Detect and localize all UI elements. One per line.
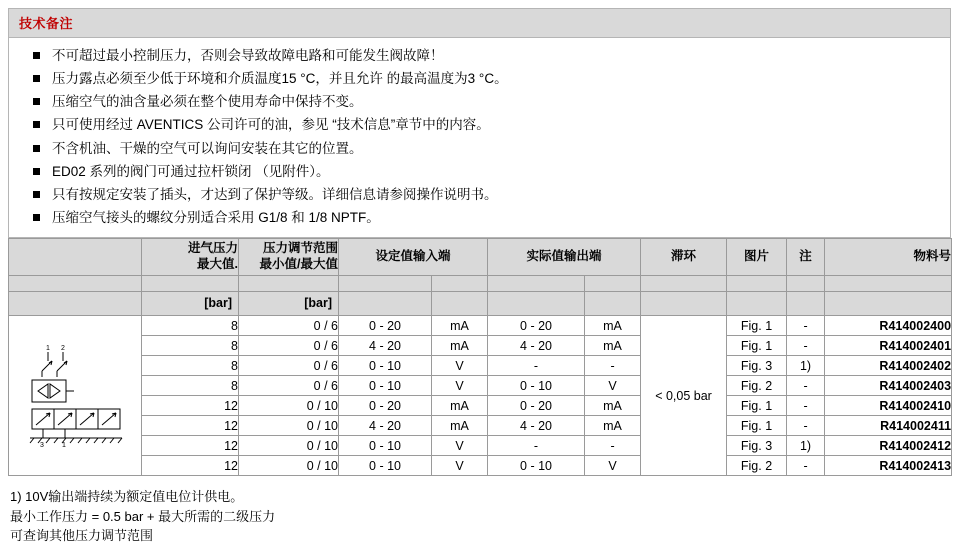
note-text: 压缩空气接头的螺纹分别适合采用 G1/8 和 1/8 NPTF。 [52, 210, 380, 226]
col-header-range-line2: 最小值/最大值 [259, 257, 338, 271]
note-text: ED02 系列的阀门可通过拉杆锁闭 （见附件）。 [52, 163, 330, 179]
cell-actual-unit: V [585, 376, 641, 396]
technical-notes-box [8, 8, 951, 238]
list-item [19, 139, 940, 158]
col-header-inlet-pressure [142, 239, 239, 276]
cell-setpoint-unit: V [432, 356, 488, 376]
cell-actual-unit: mA [585, 396, 641, 416]
bullet-icon [33, 75, 40, 82]
svg-text:1: 1 [46, 344, 50, 352]
unit-cell-part [825, 292, 952, 316]
table-row [9, 316, 952, 336]
cell-note: - [787, 396, 825, 416]
cell-actual-value: - [488, 436, 585, 456]
cell-part-number: R414002403 [825, 376, 952, 396]
cell-setpoint-value: 4 - 20 [339, 336, 432, 356]
note-text: 只可使用经过 AVENTICS 公司许可的油，参见 “技术信息”章节中的内容。 [52, 117, 490, 133]
cell-part-number: R414002402 [825, 356, 952, 376]
spacer-cell [142, 276, 239, 292]
cell-regulation-range: 0 / 6 [239, 336, 339, 356]
cell-note: 1) [787, 436, 825, 456]
cell-inlet-pressure: 12 [142, 436, 239, 456]
list-item [19, 115, 940, 134]
bullet-icon [33, 191, 40, 198]
cell-setpoint-unit: mA [432, 396, 488, 416]
specification-table [8, 238, 952, 476]
col-header-regulation-range [239, 239, 339, 276]
cell-actual-unit: mA [585, 316, 641, 336]
spacer-cell [727, 276, 787, 292]
cell-part-number: R414002410 [825, 396, 952, 416]
unit-cell-setpoint-value [339, 292, 432, 316]
cell-regulation-range: 0 / 10 [239, 436, 339, 456]
cell-setpoint-value: 0 - 10 [339, 376, 432, 396]
cell-figure: Fig. 3 [727, 436, 787, 456]
cell-figure: Fig. 2 [727, 376, 787, 396]
spacer-cell [239, 276, 339, 292]
cell-figure: Fig. 1 [727, 316, 787, 336]
table-row [9, 456, 952, 476]
col-header-figure: 图片 [727, 239, 787, 276]
spacer-cell [825, 276, 952, 292]
cell-setpoint-unit: V [432, 456, 488, 476]
bullet-icon [33, 168, 40, 175]
cell-part-number: R414002401 [825, 336, 952, 356]
cell-note: - [787, 376, 825, 396]
cell-inlet-pressure: 8 [142, 336, 239, 356]
col-header-actual-output: 实际值输出端 [488, 239, 641, 276]
table-row [9, 416, 952, 436]
table-row [9, 336, 952, 356]
bullet-icon [33, 52, 40, 59]
cell-actual-unit: - [585, 436, 641, 456]
spacer-cell [787, 276, 825, 292]
unit-cell-inlet: [bar] [142, 292, 239, 316]
cell-setpoint-value: 0 - 10 [339, 436, 432, 456]
table-row [9, 356, 952, 376]
cell-part-number: R414002412 [825, 436, 952, 456]
table-row [9, 436, 952, 456]
unit-cell-actual-unit [585, 292, 641, 316]
cell-setpoint-value: 0 - 20 [339, 396, 432, 416]
unit-cell-setpoint-unit [432, 292, 488, 316]
cell-actual-unit: V [585, 456, 641, 476]
col-header-symbol [9, 239, 142, 276]
list-item [19, 69, 940, 88]
technical-notes-list [9, 38, 950, 237]
cell-regulation-range: 0 / 6 [239, 376, 339, 396]
unit-cell-figure [727, 292, 787, 316]
list-item [19, 92, 940, 111]
cell-actual-value: 0 - 20 [488, 316, 585, 336]
cell-actual-value: - [488, 356, 585, 376]
cell-regulation-range: 0 / 6 [239, 356, 339, 376]
note-text: 压力露点必须至少低于环境和介质温度15 °C，并且允许 的最高温度为3 °C。 [52, 71, 508, 87]
cell-inlet-pressure: 8 [142, 316, 239, 336]
cell-note: - [787, 456, 825, 476]
cell-regulation-range: 0 / 6 [239, 316, 339, 336]
table-unit-row [9, 292, 952, 316]
technical-notes-title: 技术备注 [9, 9, 950, 38]
cell-figure: Fig. 2 [727, 456, 787, 476]
cell-inlet-pressure: 8 [142, 356, 239, 376]
cell-setpoint-unit: mA [432, 316, 488, 336]
footnote-1: 1) 10V输出端持续为额定值电位计供电。 [10, 489, 244, 504]
note-text: 压缩空气的油含量必须在整个使用寿命中保持不变。 [52, 94, 363, 110]
cell-note: - [787, 316, 825, 336]
bullet-icon [33, 121, 40, 128]
pneumatic-valve-symbol-icon [16, 337, 134, 455]
svg-text:2: 2 [61, 344, 65, 352]
list-item [19, 46, 940, 65]
cell-hysteresis: < 0,05 bar [641, 316, 727, 476]
cell-inlet-pressure: 12 [142, 416, 239, 436]
list-item [19, 208, 940, 227]
cell-setpoint-unit: mA [432, 416, 488, 436]
cell-actual-value: 0 - 10 [488, 456, 585, 476]
footnote-2: 最小工作压力 = 0.5 bar + 最大所需的二级压力 [10, 508, 276, 524]
cell-figure: Fig. 3 [727, 356, 787, 376]
spacer-cell [641, 276, 727, 292]
cell-part-number: R414002413 [825, 456, 952, 476]
spacer-cell [9, 276, 142, 292]
cell-figure: Fig. 1 [727, 396, 787, 416]
cell-part-number: R414002411 [825, 416, 952, 436]
spacer-cell [585, 276, 641, 292]
col-header-inlet-line2: 最大值. [197, 257, 238, 271]
unit-cell-note [787, 292, 825, 316]
table-header-row [9, 239, 952, 276]
footnotes [10, 487, 950, 546]
cell-actual-value: 0 - 10 [488, 376, 585, 396]
unit-cell-hysteresis [641, 292, 727, 316]
cell-inlet-pressure: 8 [142, 376, 239, 396]
col-header-range-line1: 压力调节范围 [262, 241, 338, 256]
unit-cell-range: [bar] [239, 292, 339, 316]
col-header-inlet-line1: 进气压力 [187, 241, 238, 256]
table-header-spacer-row [9, 276, 952, 292]
cell-regulation-range: 0 / 10 [239, 396, 339, 416]
cell-figure: Fig. 1 [727, 336, 787, 356]
cell-setpoint-value: 0 - 10 [339, 456, 432, 476]
cell-actual-value: 4 - 20 [488, 416, 585, 436]
spacer-cell [488, 276, 585, 292]
svg-text:1: 1 [62, 441, 66, 449]
cell-note: - [787, 416, 825, 436]
col-header-part-number: 物料号 [825, 239, 952, 276]
cell-note: 1) [787, 356, 825, 376]
spacer-cell [339, 276, 432, 292]
bullet-icon [33, 145, 40, 152]
cell-setpoint-value: 0 - 10 [339, 356, 432, 376]
unit-cell-actual-value [488, 292, 585, 316]
bullet-icon [33, 98, 40, 105]
cell-setpoint-unit: V [432, 376, 488, 396]
note-text: 不可超过最小控制压力，否则会导致故障电路和可能发生阀故障！ [52, 48, 444, 63]
col-header-hysteresis: 滞环 [641, 239, 727, 276]
table-row [9, 376, 952, 396]
list-item [19, 162, 940, 181]
cell-inlet-pressure: 12 [142, 456, 239, 476]
table-row [9, 396, 952, 416]
col-header-setpoint-input: 设定值输入端 [339, 239, 488, 276]
cell-setpoint-value: 0 - 20 [339, 316, 432, 336]
cell-inlet-pressure: 12 [142, 396, 239, 416]
svg-text:3: 3 [40, 441, 44, 449]
list-item [19, 185, 940, 204]
cell-regulation-range: 0 / 10 [239, 456, 339, 476]
cell-figure: Fig. 1 [727, 416, 787, 436]
cell-setpoint-value: 4 - 20 [339, 416, 432, 436]
footnote-3: 可查询其他压力调节范围 [10, 528, 154, 543]
cell-part-number: R414002400 [825, 316, 952, 336]
valve-symbol-diagram [9, 316, 142, 476]
spacer-cell [432, 276, 488, 292]
unit-cell-symbol [9, 292, 142, 316]
cell-actual-unit: - [585, 356, 641, 376]
col-header-note: 注 [787, 239, 825, 276]
cell-setpoint-unit: mA [432, 336, 488, 356]
note-text: 只有按规定安装了插头，才达到了保护等级。详细信息请参阅操作说明书。 [52, 186, 498, 202]
cell-setpoint-unit: V [432, 436, 488, 456]
cell-actual-value: 0 - 20 [488, 396, 585, 416]
cell-actual-unit: mA [585, 336, 641, 356]
cell-actual-unit: mA [585, 416, 641, 436]
note-text: 不含机油、干燥的空气可以询问安装在其它的位置。 [52, 140, 363, 156]
specification-table-wrapper [8, 238, 951, 476]
cell-note: - [787, 336, 825, 356]
bullet-icon [33, 214, 40, 221]
cell-actual-value: 4 - 20 [488, 336, 585, 356]
cell-regulation-range: 0 / 10 [239, 416, 339, 436]
